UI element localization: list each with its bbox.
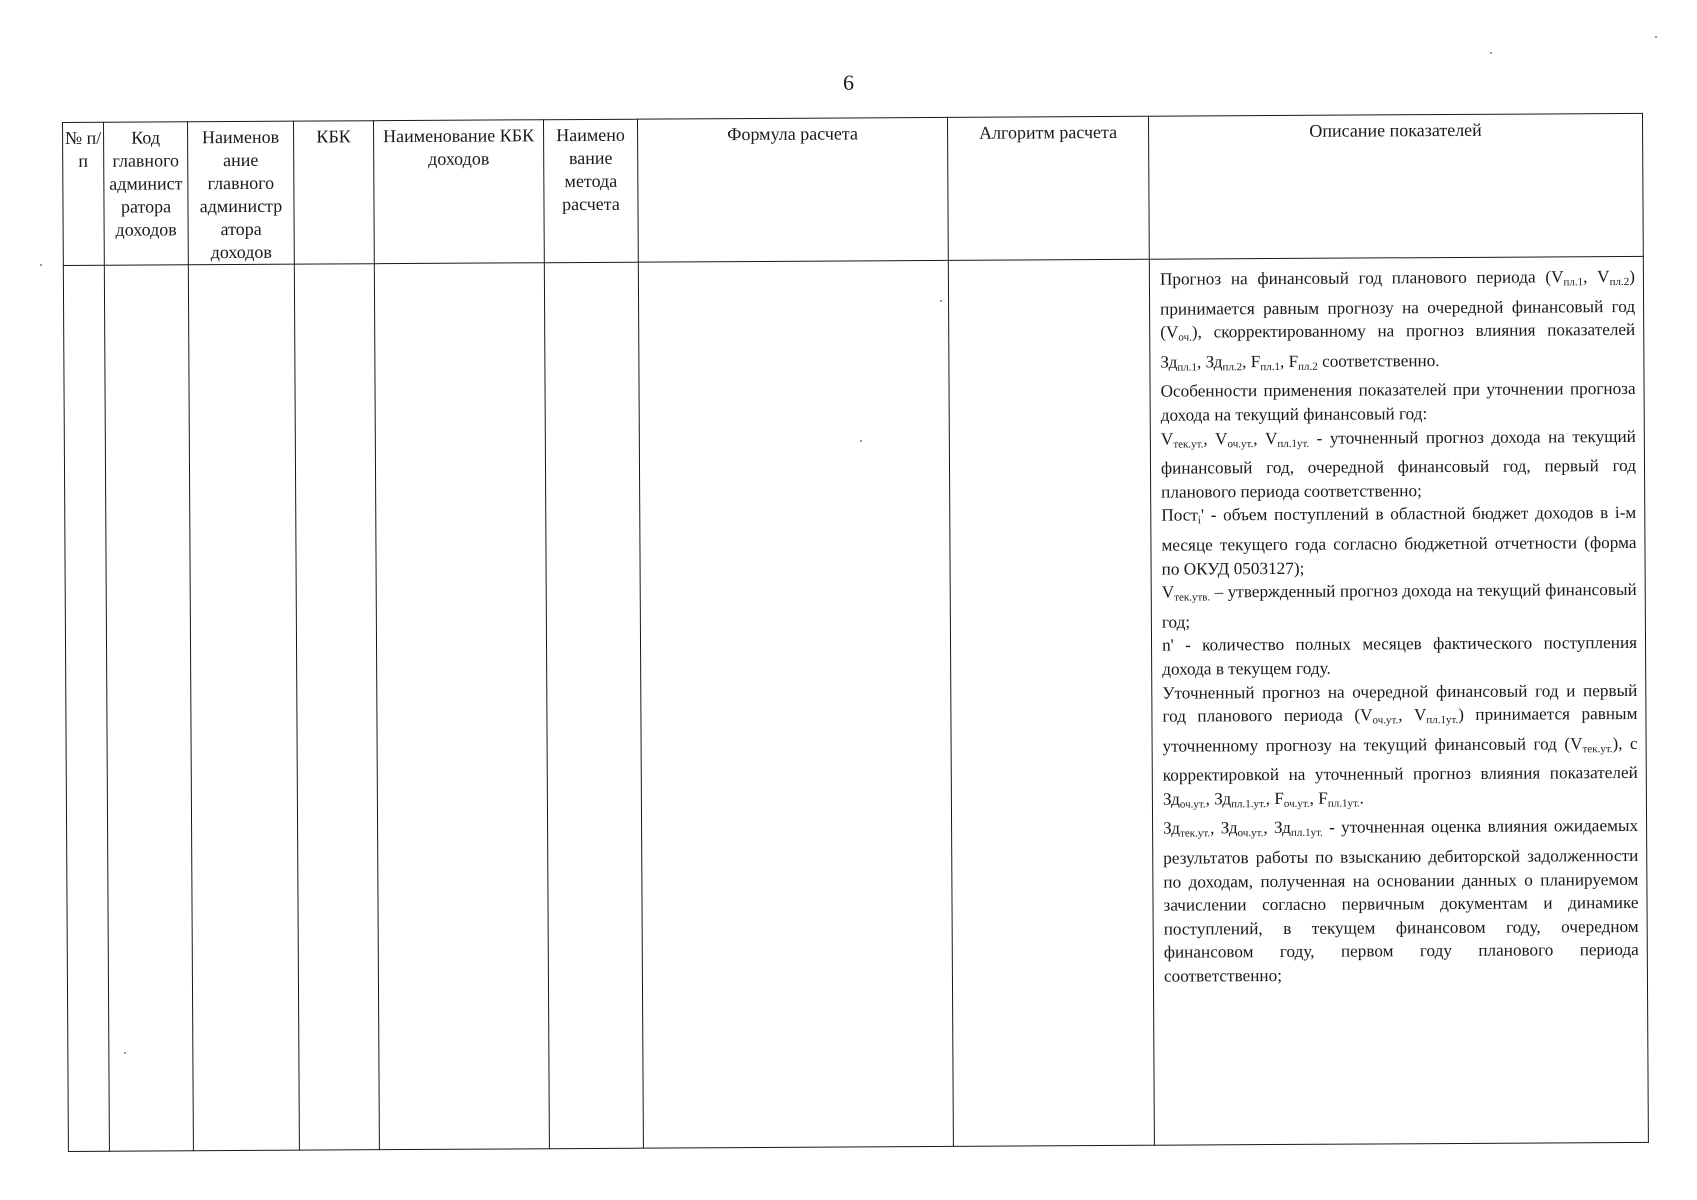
description-paragraph: Уточненный прогноз на очередной финансовый год и первый год планового периода ($V_{оч.ут.}$, $V_{пл.1ут.}$) принимается равным уточненному прогнозу на текущий финансовый год $(V_{тек.ут.})$, с корректировкой на уточненный прогноз влияния показателей $Зд_{оч.ут.}$, $Зд_{пл.1.ут.}$, $F_{оч.ут.}$, $F_{пл.1ут.}$. — [1162, 680, 1638, 811]
cell-formula — [638, 260, 953, 1148]
description-paragraph: Особенности применения показателей при уточнении прогноза дохода на текущий финансовый год: — [1160, 379, 1636, 425]
description-paragraph: Прогноз на финансовый год планового периода ($V_{пл.1}$, $V_{пл.2}$) принимается равным прогнозу на очередной финансовый год $(V_{оч.})$, скорректированному на прогноз влияния показателей $Зд_{пл.1}$, $Зд_{пл.2}$, $F_{пл.1}$, $F_{пл.2}$ соответственно. — [1159, 266, 1636, 374]
col-header-kbk: КБК — [293, 121, 374, 264]
table-header-row — [63, 113, 1644, 265]
col-header-admin-code: Код главного админист ратора доходов — [104, 122, 189, 265]
cell-number — [63, 265, 109, 1151]
scan-speck — [40, 264, 42, 266]
cell-method-name — [544, 262, 643, 1149]
col-header-admin-name: Наименов ание главного администр атора доходов — [188, 121, 295, 265]
description-paragraph: Пост$_i$' - объем поступлений в областной бюджет доходов в i-м месяце текущего года согласно бюджетной отчетности (форма по ОКУД 0503127); — [1161, 503, 1637, 579]
cell-admin-name — [188, 264, 299, 1151]
scan-speck — [940, 300, 942, 302]
description-paragraph: $Зд_{тек.ут.}$, $Зд_{оч.ут.}$, $Зд_{пл.1ут.}$ - уточненная оценка влияния ожидаемых результатов работы по взысканию дебиторской задолженности по доходам, полученная на основании данных о планируемом зачислении согласно первичным документам и динамике поступлений, в текущем финансовом году, очередном финансовом году, первом году планового периода соответственно; — [1163, 816, 1639, 986]
col-header-algorithm: Алгоритм расчета — [947, 116, 1149, 260]
page-number: 6 — [843, 70, 854, 95]
description-paragraph: n' - количество полных месяцев фактического поступления дохода в текущем году. — [1161, 633, 1638, 679]
scan-speck — [124, 1052, 126, 1054]
scan-speck — [860, 440, 862, 442]
revenue-forecast-table — [62, 113, 1649, 1152]
cell-admin-code — [104, 265, 193, 1151]
cell-algorithm — [948, 259, 1154, 1146]
cell-kbk-name — [374, 263, 549, 1150]
table-row — [63, 256, 1648, 1151]
col-header-kbk-name: Наименование КБК доходов — [373, 120, 544, 264]
col-header-number: № п/п — [63, 122, 105, 265]
col-header-formula: Формула расчета — [637, 117, 948, 262]
col-header-description: Описание показателей — [1148, 113, 1643, 259]
col-header-method-name: Наимено вание метода расчета — [543, 119, 638, 263]
cell-description — [1149, 256, 1648, 1145]
cell-kbk — [294, 264, 379, 1150]
scan-speck — [1655, 36, 1657, 38]
scan-speck — [1490, 52, 1492, 54]
description-paragraph: $V_{тек.ут.}$, $V_{оч.ут.}$, $V_{пл.1ут.}$ - уточненный прогноз дохода на текущий финансовый год, очередной финансовый год, первый год планового периода соответственно; — [1160, 426, 1637, 502]
description-paragraph: $V_{тек.утв.}$ – утвержденный прогноз дохода на текущий финансовый год; — [1161, 580, 1637, 632]
